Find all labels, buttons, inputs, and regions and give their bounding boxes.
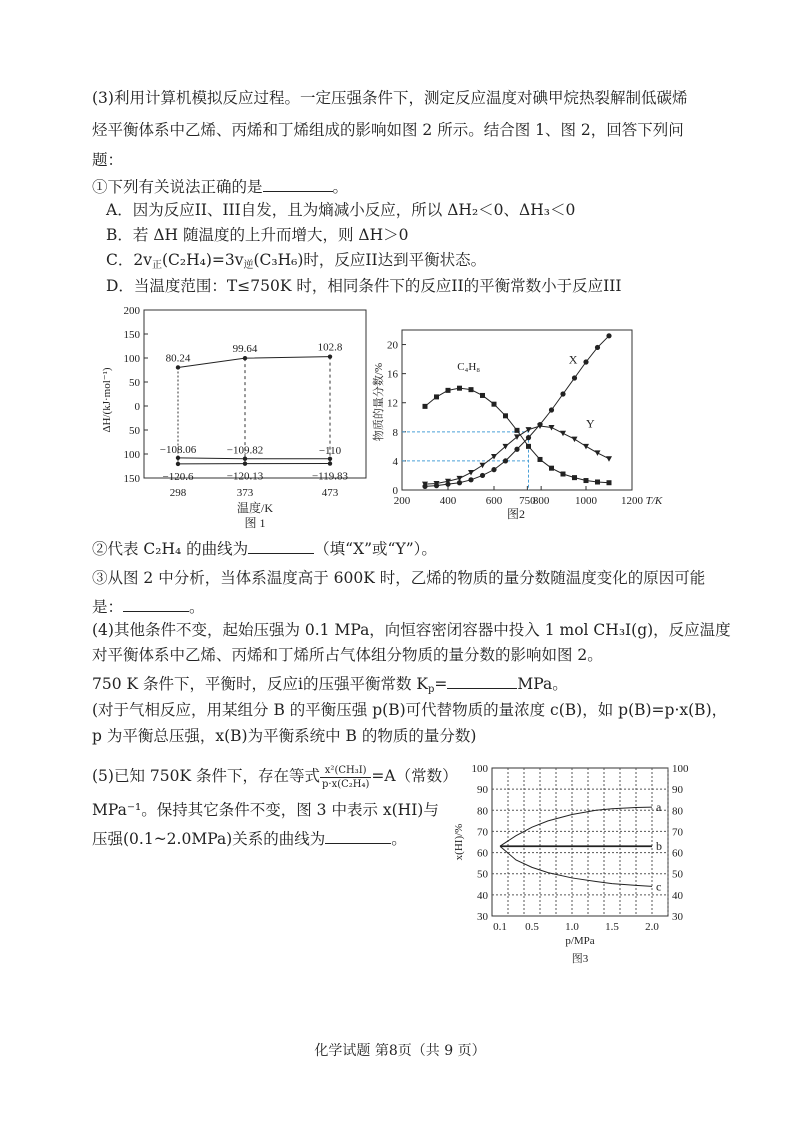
f1-data-label: 102.8 — [317, 341, 343, 354]
f2-point-square — [503, 413, 508, 418]
q5-line-3 — [92, 827, 407, 849]
f2-point-circle — [549, 407, 554, 412]
figure-1-caption: 图 1 — [244, 516, 266, 530]
f1-point — [243, 457, 247, 461]
f2-point-circle — [526, 435, 531, 440]
q5-line-1 — [92, 762, 458, 791]
f3-ytick-label-right: 100 — [672, 763, 689, 775]
q5-fraction — [320, 764, 371, 791]
q4-line-3 — [92, 672, 568, 700]
f3-ytick-label-left: 100 — [471, 763, 488, 775]
f2-point-square — [434, 394, 439, 399]
f1-point — [243, 356, 247, 360]
f2-ytick-label: 20 — [387, 339, 398, 352]
f3-curve-label: c — [656, 879, 662, 894]
q3-sub3-line-1: ③从图 2 中分析，当体系温度高于 600K 时，乙烯的物质的量分数随温度变化的原因可能 — [92, 569, 706, 587]
f2-ytick-label: 8 — [392, 426, 398, 439]
f1-ytick-label: 50 — [129, 425, 140, 437]
f2-point-triangle — [606, 456, 612, 462]
f2-xtick-label: 1200 — [621, 495, 643, 507]
f3-ytick-label-left: 40 — [477, 889, 488, 902]
option-c-pre: C．2v — [106, 251, 152, 269]
f2-point-triangle — [468, 470, 474, 476]
f2-point-circle — [468, 477, 473, 482]
f2-point-square — [515, 428, 520, 433]
f3-ytick-label-right: 80 — [672, 805, 683, 818]
f2-ytick-label: 12 — [387, 397, 398, 410]
f2-point-circle — [606, 333, 611, 338]
f2-point-triangle — [583, 444, 589, 450]
f1-point — [176, 456, 180, 460]
f3-curve-label: b — [656, 839, 662, 854]
f1-data-label: −108.06 — [159, 443, 197, 456]
f2-series-line — [425, 336, 609, 487]
f2-point-triangle — [572, 437, 578, 443]
f1-ytick-label: 0 — [134, 401, 140, 413]
answer-blank-3[interactable] — [123, 595, 189, 612]
f1-data-label: −120.6 — [162, 470, 194, 483]
f3-ytick-label-left: 50 — [477, 868, 488, 881]
f2-xtick-label: 800 — [532, 495, 550, 507]
option-d: D．当温度范围：T≤750K 时，相同条件下的反应II的平衡常数小于反应III — [106, 277, 622, 295]
q5-line1-pre: (5)已知 750K 条件下，存在等式 — [92, 767, 320, 785]
q3-sub1-text: ①下列有关说法正确的是 — [92, 178, 263, 196]
q5-line3-pre: 压强(0.1~2.0MPa)关系的曲线为 — [92, 830, 326, 848]
f2-xtick-label: 200 — [393, 495, 411, 507]
f2-point-circle — [491, 467, 496, 472]
q4-line-1: (4)其他条件不变，起始压强为 0.1 MPa，向恒容密闭容器中投入 1 mol CH₃I(g)，反应温度 — [92, 621, 731, 639]
figure-1-ylabel: ΔH/(kJ·mol⁻¹) — [101, 367, 113, 433]
figure-2 — [372, 322, 692, 522]
f1-point — [328, 457, 332, 461]
f2-xtick-label: 600 — [485, 495, 503, 507]
option-c-sub1: 正 — [151, 260, 162, 271]
f1-series-line — [178, 357, 330, 368]
f2-ytick-label: 4 — [392, 455, 398, 468]
f2-xtick-label: 1000 — [575, 495, 597, 507]
option-b: B．若 ΔH 随温度的上升而增大，则 ΔH＞0 — [106, 226, 409, 244]
f3-ytick-label-left: 90 — [477, 784, 488, 797]
f2-point-square — [446, 388, 451, 393]
figure-1-x-ticks — [170, 487, 339, 499]
q3-sub2-pre: ②代表 C₂H₄ 的曲线为 — [92, 540, 249, 558]
q5-fraction-numerator: x²(CH₃I) — [320, 764, 371, 778]
f3-curve-a — [500, 807, 652, 846]
f3-ytick-label-right: 40 — [672, 889, 683, 902]
f2-point-circle — [480, 473, 485, 478]
answer-blank-4[interactable] — [447, 672, 517, 689]
f1-ytick-label: 100 — [123, 353, 140, 365]
q3-sub1 — [92, 175, 348, 197]
q3-sub3-l2: 是： — [92, 598, 124, 616]
answer-blank-5[interactable] — [325, 827, 391, 844]
f1-xtick-label: 373 — [236, 487, 254, 499]
option-c-post: (C₃H₆)时，反应II达到平衡状态。 — [253, 251, 487, 269]
q5-fraction-denominator: p·x(C₂H₄) — [321, 778, 370, 790]
figure-2-caption: 图2 — [506, 507, 526, 521]
f2-point-square — [423, 404, 428, 409]
q5-line3-post: 。 — [391, 830, 407, 848]
q3-line-1: (3)利用计算机模拟反应过程。一定压强条件下，测定反应温度对碘甲烷热裂解制低碳烯 — [92, 89, 688, 107]
f3-ytick-label-right: 70 — [672, 826, 683, 839]
q4-line3-mid: = — [434, 675, 448, 693]
f2-point-square — [572, 475, 577, 480]
q3-sub2 — [92, 537, 437, 559]
q3-line-3: 题： — [92, 151, 124, 169]
f2-point-square — [595, 480, 600, 485]
f2-point-triangle — [549, 425, 555, 431]
q3-line-2: 烃平衡体系中乙烯、丙烯和丁烯组成的影响如图 2 所示。结合图 1、图 2，回答下列问 — [92, 121, 684, 139]
figure-2-ylabel: 物质的量分数/% — [373, 362, 385, 442]
q3-sub1-end: 。 — [332, 178, 349, 196]
f1-ytick-label: 50 — [129, 377, 140, 389]
figure-2-plot — [402, 333, 612, 490]
option-c — [106, 250, 486, 276]
f2-label-x: X — [568, 352, 578, 367]
f2-point-circle — [572, 375, 577, 380]
figure-3-ylabel: x(HI)/% — [453, 823, 465, 861]
f1-xtick-label: 473 — [321, 487, 339, 499]
f1-point — [328, 461, 332, 465]
f3-xtick-label: 0.1 — [493, 921, 507, 933]
f2-label-y: Y — [586, 416, 595, 431]
f3-ytick-label-left: 80 — [477, 805, 488, 818]
answer-blank-1[interactable] — [263, 175, 333, 192]
f2-point-circle — [560, 391, 565, 396]
q4-line-5: p 为平衡总压强，x(B)为平衡系统中 B 的物质的量分数) — [92, 727, 477, 745]
f2-point-triangle — [595, 450, 601, 456]
f1-ytick-label: 150 — [123, 473, 140, 485]
f3-ytick-label-right: 50 — [672, 868, 683, 881]
f2-point-square — [480, 393, 485, 398]
f2-ytick-label: 0 — [392, 485, 398, 497]
q4-line3-pre: 750 K 条件下，平衡时，反应i的压强平衡常数 K — [92, 675, 428, 693]
f2-xtick-label: 400 — [439, 495, 457, 507]
f1-ytick-label: 200 — [123, 305, 140, 317]
f3-xtick-label: 2.0 — [645, 921, 659, 933]
figure-3-xlabel: p/MPa — [565, 935, 595, 947]
f1-ytick-label: 150 — [123, 329, 140, 341]
q4-line-4: (对于气相反应，用某组分 B 的平衡压强 p(B)可代替物质的量浓度 c(B)，如 p(B)=p·x(B)， — [92, 701, 728, 719]
f2-xtick-label: 750 — [519, 495, 536, 507]
f3-ytick-label-left: 70 — [477, 826, 488, 839]
f2-point-square — [607, 480, 612, 485]
f3-ytick-label-right: 90 — [672, 784, 683, 797]
f1-ytick-label: 100 — [123, 449, 140, 461]
f1-point — [176, 365, 180, 369]
f3-ytick-label-right: 60 — [672, 847, 683, 860]
f2-point-square — [492, 402, 497, 407]
f1-data-label: 99.64 — [232, 343, 258, 356]
f2-point-circle — [583, 359, 588, 364]
figure-1-plot — [160, 342, 349, 483]
f3-curve-label: a — [656, 800, 662, 815]
f2-point-triangle — [560, 431, 566, 437]
figure-3-caption: 图3 — [571, 953, 589, 965]
f2-point-square — [469, 387, 474, 392]
f2-xlabel: T/K — [645, 495, 663, 507]
answer-blank-2[interactable] — [248, 537, 314, 554]
f1-point — [328, 354, 332, 358]
f1-data-label: −120.13 — [226, 470, 264, 483]
q5-line-2: MPa⁻¹。保持其它条件不变，图 3 中表示 x(HI)与 — [92, 801, 439, 819]
figure-1 — [92, 300, 382, 532]
q3-sub3-end: 。 — [189, 598, 205, 616]
f3-xtick-label: 1.5 — [605, 921, 619, 933]
f3-ytick-label-right: 30 — [672, 911, 683, 923]
f1-data-label: 80.24 — [165, 352, 191, 365]
q4-line-2: 对平衡体系中乙烯、丙烯和丁烯所占气体组分物质的量分数的影响如图 2。 — [92, 646, 603, 664]
q4-line3-post: MPa。 — [517, 675, 568, 693]
figure-2-x-ticks — [394, 486, 663, 507]
figure-3-grid — [492, 768, 668, 916]
option-c-sub2: 逆 — [243, 260, 254, 271]
f2-point-triangle — [526, 427, 532, 433]
figure-2-frame — [402, 330, 632, 490]
f2-point-circle — [503, 458, 508, 463]
figure-3-plot — [500, 800, 662, 893]
option-a: A．因为反应II、III自发，且为熵减小反应，所以 ΔH₂＜0、ΔH₃＜0 — [106, 201, 576, 219]
f3-ytick-label-left: 30 — [477, 911, 488, 923]
f1-data-label: −119.83 — [311, 470, 349, 483]
option-c-mid: (C₂H₄)=3v — [161, 251, 244, 269]
q3-sub2-post: （填“X”或“Y”）。 — [314, 540, 437, 558]
figure-3-frame — [492, 768, 668, 916]
f3-xtick-label: 0.5 — [525, 921, 539, 933]
f1-point — [243, 461, 247, 465]
page-footer: 化学试题 第8页（共 9 页） — [314, 1043, 486, 1059]
f2-point-square — [561, 472, 566, 477]
figure-3 — [450, 758, 710, 974]
f3-ytick-label-left: 60 — [477, 847, 488, 860]
figure-3-x-ticks — [493, 921, 659, 933]
q5-line1-post: =A（常数） — [371, 767, 458, 785]
f2-point-square — [584, 478, 589, 483]
f2-point-circle — [595, 345, 600, 350]
f2-point-square — [457, 386, 462, 391]
f2-point-square — [526, 444, 531, 449]
f2-point-square — [549, 466, 554, 471]
f2-ytick-label: 16 — [387, 368, 398, 381]
f2-point-triangle — [480, 463, 486, 469]
f2-label-c4h8: C₄H₈ — [457, 361, 481, 373]
f2-point-circle — [514, 447, 519, 452]
f1-xtick-label: 298 — [169, 487, 187, 499]
f1-data-label: −109.82 — [226, 444, 264, 457]
f1-point — [176, 462, 180, 466]
f1-series-line — [178, 458, 330, 459]
f1-data-label: −110 — [318, 444, 342, 457]
figure-2-y-ticks — [387, 340, 406, 497]
figure-1-xlabel: 温度/K — [236, 501, 274, 515]
f2-point-square — [538, 457, 543, 462]
q3-sub3-line-2 — [92, 595, 205, 617]
q4-line3-sub: p — [427, 684, 435, 695]
f3-xtick-label: 1.0 — [565, 921, 579, 933]
